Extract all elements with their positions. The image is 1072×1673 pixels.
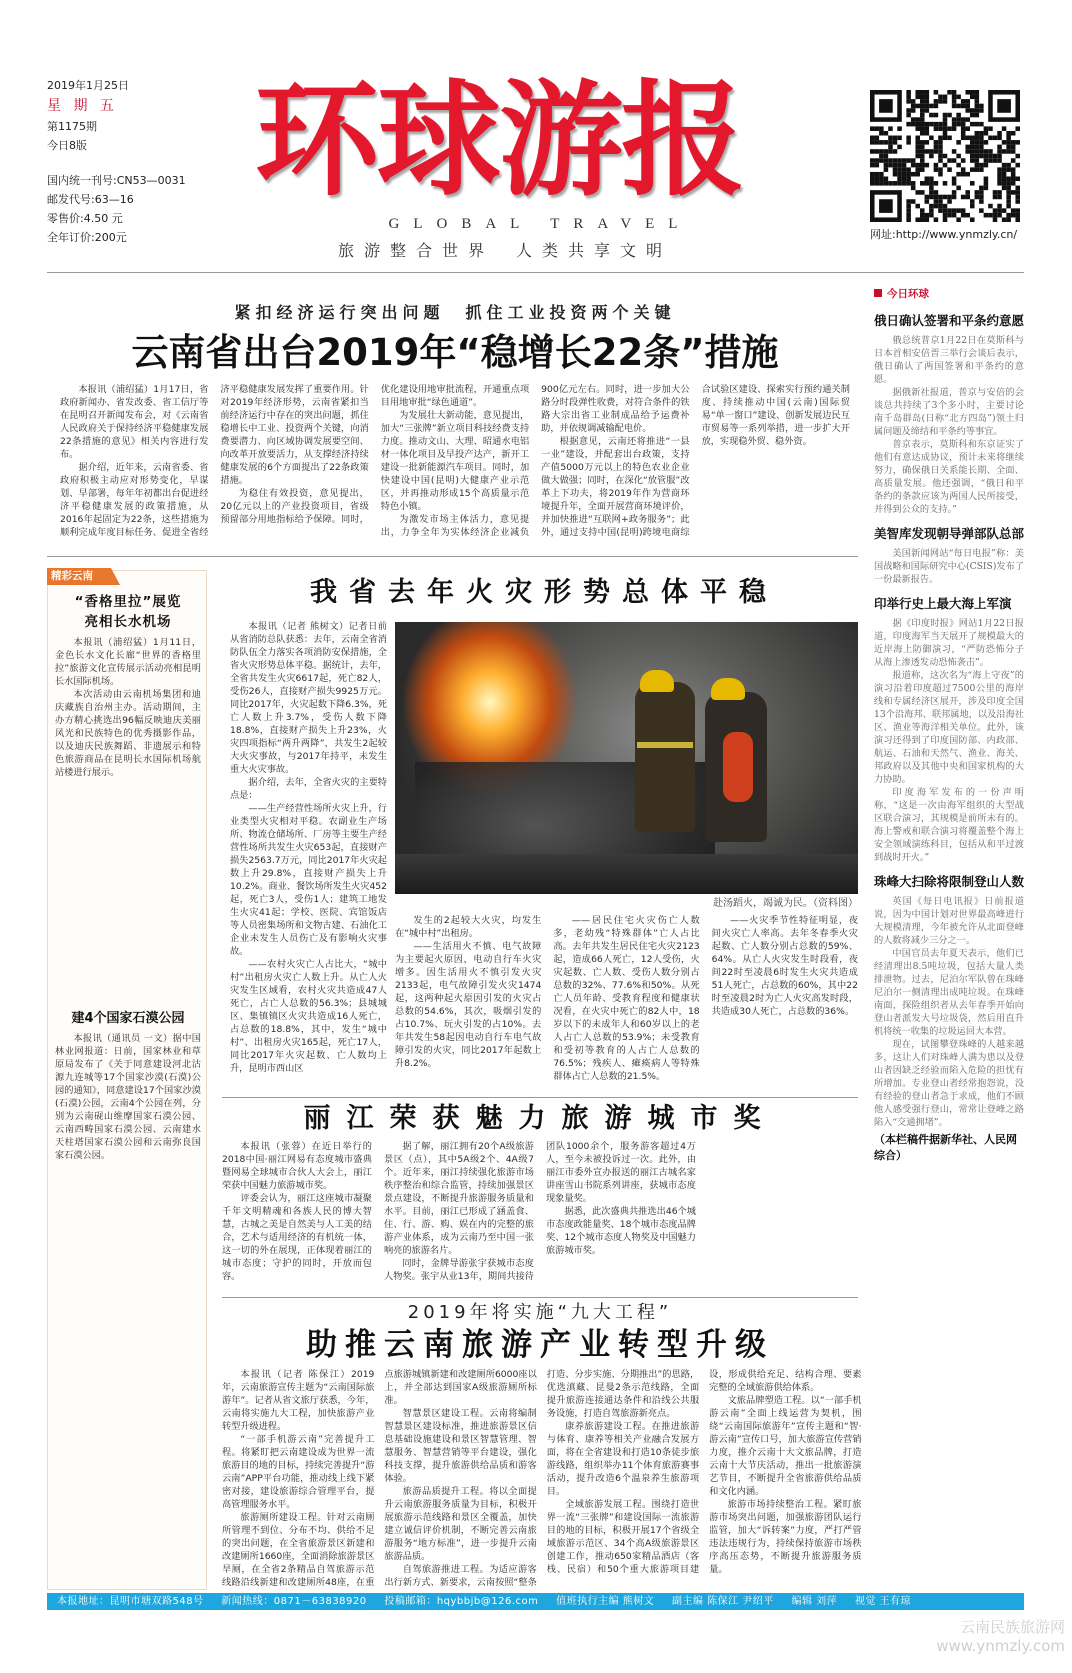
world-news-column [874, 286, 1024, 1346]
divider [47, 272, 1024, 273]
paragraph: 发生的2起较大火灾，均发生在“城中村”出租房。 [395, 915, 542, 939]
fire-body-bottom [395, 914, 858, 1092]
paragraph: 康养旅游建设工程。在推进旅游与体育、康养等相关产业融合发展方面，将在全省建设和打造10条徒步旅游线路，组织举办11个体育旅游赛事活动，提升改造6个温泉养生旅游项目。 [546, 1421, 700, 1497]
world-article-body [874, 334, 1024, 516]
article-title: 建4个国家石漠公园 [71, 1011, 185, 1026]
paragraph: 文旅品牌塑造工程。以“一部手机游云南”全面上线运营为契机，围绕“云南国际旅游年”宣传主题和“智·游云南”宣传口号，加大旅游宣传营销力度，推介云南十大文旅品牌，打造云南十大节庆活动，推出一批旅游演艺节目，不断提升全省旅游供给品质和文化内涵。 [709, 1395, 862, 1497]
issue-date: 2019年1月25日 [47, 79, 129, 92]
slogan [338, 240, 672, 262]
article-title [55, 592, 201, 632]
tourism-subtitle: 2019年将实施“九大工程” [407, 1302, 673, 1323]
section-label: 今日环球 [887, 288, 929, 300]
paragraph: ——居民住宅火灾伤亡人数多，老幼残“特殊群体”亡人占比高。去年共发生居民住宅火灾2123起，造成66人死亡，12人受伤，火灾起数、亡人数、受伤人数分别占总数的32%、77.6%和50%。从死亡人员年龄、受教育程度和健康状况看，在火灾中死亡的82人中，18岁以下的未成年人和60岁以上的老人占亡人总数的53.9%；未受教育和受初等教育的人占亡人总数的76.5%；残疾人、瘫痪病人等特殊群体占亡人总数的21.5%。 [553, 915, 700, 1082]
world-article-body [874, 617, 1024, 864]
footer-email[interactable]: 投稿邮箱：hqybbjb@126.com [384, 1596, 539, 1607]
world-article-title: 印举行史上最大海上军演 [874, 596, 1012, 611]
world-article-body [874, 895, 1024, 1129]
divider [222, 1297, 858, 1298]
footer-hotline: 新闻热线：0871－63838920 [221, 1596, 367, 1607]
paragraph: 美国新闻网站“每日电报”称：美国战略和国际研究中心(CSIS)发布了一份最新报告。 [874, 548, 1024, 585]
paragraph: 据俄新社报道，普京与安倍的会谈总共持续了3个多小时，主要讨论南千岛群岛(日称“北方四岛”)领土归属问题及缔结和平条约等事宜。 [874, 387, 1024, 437]
world-articles [874, 311, 1024, 1129]
newspaper-logo: 环球游报 [255, 72, 744, 210]
tourism-title: 助推云南旅游产业转型升级 [306, 1327, 774, 1363]
slogan-part-1: 旅游整合世界 [338, 241, 495, 260]
world-article-title: 美智库发现朝导弹部队总部 [874, 526, 1024, 541]
paragraph: 本报讯（浦绍猛）1月17日，省政府新闻办、省发改委、省工信厅等在昆明召开新闻发布会，对《云南省人民政府关于保持经济平稳健康发展22条措施的意见》相关内容进行发布。 [60, 384, 209, 460]
tourism-body [222, 1368, 1024, 1590]
paragraph: 英国《每日电讯报》日前报道说，因为中国计划对世界最高峰进行大规模清理，今年被允许从北面登峰的人数将减少三分之一。 [874, 896, 1024, 946]
paragraph: 本次活动由云南机场集团和迪庆藏族自治州主办。活动期间，主办方精心挑选出96幅反映迪庆美丽风光和民族特色的优秀摄影作品，以及迪庆民族舞蹈、非遗展示和特色旅游商品在昆明长水国际机场航站楼进行展示。 [55, 689, 201, 778]
footer-bar [47, 1593, 1024, 1610]
paragraph: 现在，试图攀登珠峰的人越来越多，这让人们对珠峰人满为患以及登山者因缺乏经验而陷入危险的担忧有所增加。专业登山者经常抱怨说，没有经验的登山者急于求成，他们不顾他人感受强行登山，常常让登峰之路陷入“交通拥堵”。 [874, 1039, 1024, 1128]
paragraph: 智慧景区建设工程。云南将编制智慧景区建设标准，推进旅游景区信息基础设施建设和景区智慧管理、智慧服务、智慧营销等平台建设，强化科技支撑，提升旅游供给品质和游客体验。 [384, 1408, 537, 1484]
issn: 国内统一刊号:CN53—0031 [47, 174, 186, 187]
paragraph: 自驾旅游推进工程。为适应游客出行新方式、新要求，云南按照“整条打造、分步实施、分期推出”的思路，优选滇藏、昆曼2条示范线路，全面提升旅游连接通达条件和沿线公共服务设施，打造自驾旅游新亮点。 [384, 1369, 700, 1588]
lead-title: 云南省出台2019年“稳增长22条”措施 [131, 331, 779, 374]
paragraph: ——火灾季节性特征明显，夜间火灾亡人率高。去年冬春季火灾起数、亡人数分别占总数的59%、64%。从亡人火灾发生时段看，夜间22时至凌晨6时发生火灾共造成51人死亡，占总数的60%，其中22时至凌晨2时为亡人火灾高发时段，共造成30人死亡，占总数的36%。 [711, 915, 858, 1017]
paragraph: 印度海军发布的一份声明称，“这是一次由海军组织的大型战区联合演习，其规模是前所未有的。海上警戒和联合演习将覆盖整个海上安全领域演练科目，包括从和平过渡到战时开火。” [874, 787, 1024, 863]
postal-code: 邮发代号:63—16 [47, 193, 134, 206]
paragraph: 报道称，这次名为“海上守夜”的演习沿着印度超过7500公里的海岸线和专属经济区展开，涉及印度全国13个沿海邦、联邦属地，以及沿海社区、渔业等海洋相关单位。此外，该演习还得到了印度国防部、内政部、航运、石油和天然气、渔业、海关、邦政府以及其他中央和国家机构的大力协助。 [874, 670, 1024, 785]
weekday: 星 期 五 [47, 98, 118, 114]
paragraph: 据了解，丽江拥有20个A级旅游景区（点），其中5A级2个、4A级7个。近年来，丽江持续强化旅游市场秩序整治和综合监管，持续加强景区景点建设，不断提升旅游服务质量和水平。目前，丽江已形成了涵盖食、住、行、游、购、娱在内的完整的旅游产业体系，成为云南乃至中国一张响亮的旅游名片。 [384, 1141, 534, 1256]
paragraph: ——农村火灾亡人占比大，“城中村”出租房火灾亡人数上升。从亡人火灾发生区域看，农村火灾共造成47人死亡，占亡人总数的56.3%；县城城区、集镇镇区火灾共造成16人死亡，占总数的18.8%，其中，发生“城中村”、出租房火灾165起，死亡17人，同比2017年火灾起数、亡人数均上升，昆明市西山区 [230, 959, 387, 1074]
lijiang-body [222, 1140, 858, 1292]
title-line: 亮相长水机场 [84, 614, 172, 630]
slogan-part-2: 人类共享文明 [516, 241, 673, 260]
paragraph: ——生产经营性场所火灾上升，行业类型火灾相对平稳。农副业生产场所、物流仓储场所、厂房等主要生产经营性场所共发生火灾653起，直接财产损失2563.7万元，同比2017年火灾起数上升29.8%，直接财产损失上升10.2%。商业、餐饮场所发生火灾452起，死亡3人，受伤1人；建筑工地发生火灾41起；学校、医院、宾馆饭店等人员密集场所和文物古建、石油化工企业未发生人员伤亡及有影响火灾事故。 [230, 803, 387, 957]
page-count: 今日8版 [47, 139, 87, 152]
paragraph: 全域旅游发展工程。围绕打造世界一流“三张牌”和建设国际一流旅游目的地的目标，积极开展17个省级全域旅游示范区、34个高A级旅游景区创建工作，推动650家精品酒店（客栈、民宿）和50个重大旅游项目建设，形成供给充足、结构合理、要素完整的全域旅游供给体系。 [546, 1369, 862, 1575]
world-article-title: 珠峰大扫除将限制登山人数 [874, 874, 1024, 889]
title-line: “香格里拉”展览 [74, 594, 182, 610]
lead-subtitle: 紧扣经济运行突出问题 抓住工业投资两个关键 [234, 303, 676, 322]
paragraph: 据《印度时报》网站1月22日报道，印度海军当天展开了规模最大的近岸海上防御演习，“严防恐怖分子从海上渗透发动恐怖袭击”。 [874, 618, 1024, 668]
photo-caption: 赴汤蹈火，竭诚为民。（资料图） [713, 898, 858, 909]
paragraph: 据悉，此次盛典共推选出46个城市态度政能量奖、18个城市态度品牌奖、12个城市态度人物奖及中国魅力旅游城市奖。 [546, 1206, 696, 1256]
issue-number: 第1175期 [47, 120, 97, 133]
source-note: （本栏稿件据新华社、人民网综合） [874, 1133, 1017, 1162]
watermark [930, 1618, 1065, 1656]
section-header [874, 286, 1024, 301]
paragraph: 根据意见，云南还将推进“一县一业”建设，并配套出台政策，支持产值5000万元以上的特色农业企业做大做强；同时，在深化“放管服”改革上下功夫，将2019年作为营商环境提升年，全面开展营商环境评价，并加快推进“互联网+政务服务”；此外，通过支持中国(昆明)跨境电商综合试验区建设、探索实行预约通关制度、持续推动中国(云南)国际贸易“单一窗口”建设、创新发展边民互市贸易等一系列举措，进一步扩大开放，实现稳外贸、稳外资。 [541, 384, 850, 538]
paragraph: 旅游厕所建设工程。针对云南厕所管理不到位、分布不均、供给不足的突出问题，在全省旅游景区新建和改建厕所1660座，全面消除旅游景区旱厕，在全省2条精品自驾旅游示范线路沿线新建和改建厕所48座，在重点旅游城镇新建和改建厕所6000座以上，并全部达到国家A级旅游厕所标准。 [222, 1369, 537, 1588]
divider [222, 1097, 858, 1098]
paragraph: 旅游市场持续整治工程。紧盯旅游市场突出问题，加强旅游团队运行监管，加大“诉转案”力度，严打严管违法违规行为，持续保持旅游市场秩序高压态势，不断提升旅游服务质量。 [709, 1499, 862, 1575]
paragraph: 为稳住有效投资，意见提出，20亿元以上的产业投资项目，省级预留部分用地指标给予保障。同时，优化建设用地审批流程，开通重点项目用地审批“绿色通道”。 [220, 384, 530, 525]
paragraph: 俄总统普京1月22日在莫斯科与日本首相安倍晋三举行会谈后表示，俄日确认了两国签署和平条约的意愿。 [874, 335, 1024, 385]
lijiang-title: 丽江荣获魅力旅游城市奖 [303, 1103, 777, 1134]
square-bullet-icon [874, 289, 882, 297]
article-body [55, 636, 201, 996]
paragraph: 本报讯（记者 熊树文）记者日前从省消防总队获悉：去年，云南全省消防队伍全力落实各项消防安保措施，全省火灾形势总体平稳。据统计，去年，全省共发生火灾6617起，死亡82人，受伤26人，直接财产损失9925万元。同比2017年，火灾起数下降6.3%，死亡人数上升3.7%，受伤人数下降18.8%，直接财产损失上升23%，火灾四项指标“两升两降”，共发生2起较大火灾事故，与2017年持平，未发生重大火灾事故。 [230, 621, 387, 775]
divider [47, 556, 858, 557]
website-url[interactable]: 网址:http://www.ynmzly.cn/ [870, 228, 1018, 241]
qr-code-icon[interactable] [870, 90, 1020, 222]
paragraph: 据介绍，去年，全省火灾的主要特点是： [230, 777, 387, 801]
watermark-line: 云南民族旅游网 [959, 1618, 1065, 1636]
paragraph: 本报讯（记者 陈保江）2019年，云南旅游宣传主题为“云南国际旅游年”。记者从省文旅厅获悉，今年，云南将实施九大工程，加快旅游产业转型升级进程。 [222, 1369, 375, 1432]
paragraph: 本报讯（通讯员 一文）据中国林业网报道：日前，国家林业和草原局发布了《关于同意建设河北沽源九连城等17个国家沙漠(石漠)公园的通知》，同意建设17个国家沙漠(石漠)公园，云南4个公园在列，分别为云南砚山维摩国家石漠公园、云南西畴国家石漠公园、云南建水天柱塔国家石漠公园和云南弥良国家石漠公园。 [55, 1033, 201, 1161]
english-name: GLOBAL TRAVEL [388, 216, 692, 232]
paragraph: 据介绍，近年来，云南省委、省政府积极主动应对形势变化，早谋划、早部署，每年年初都出台促进经济平稳健康发展的政策措施，从2016年起固定为22条，这些措施为顺利完成年度目标任务、促进全省经济平稳健康发展发挥了重要作用。针对2019年经济形势，云南省紧扣当前经济运行中存在的突出问题，抓住稳增长中工业、投资两个关键，向消费要潜力、向区域协调发展要空间、向改革开放要活力，从支撑经济持续健康发展的6个方面提出了22条政策措施。 [60, 384, 369, 538]
lead-body [60, 383, 850, 549]
footer-editor-in-charge: 值班执行主编 熊树文 [556, 1596, 655, 1607]
paragraph: 为发展壮大新动能，意见提出，加大“三张牌”新立项目科技经费支持力度。推动文山、大理、昭通水电铝材一体化项目及早投产达产，新开工建设一批新能源汽车项目。同时，加快建设中国(昆明)大健康产业示范区，并再推动形成15个高质量示范特色小镇。 [380, 410, 530, 512]
paragraph: 普京表示，莫斯科和东京证实了他们有意达成协议，预计未来将继续努力，确保俄日关系能长期、全面、高质量发展。他还强调，“俄日和平条约的条款应该为两国人民所接受，并得到公众的支持。” [874, 439, 1024, 515]
paragraph: 旅游品质提升工程。将以全面提升云南旅游服务质量为目标，积极开展旅游示范线路和景区全覆盖，加快建立诚信评价机制，不断完善云南旅游服务“地方标准”，进一步提升云南旅游品质。 [384, 1486, 537, 1562]
firefighter-figure [635, 682, 695, 832]
paragraph: 本报讯（浦绍猛）1月11日，金色长水文化长廊“世界的香格里拉”旅游文化宣传展示活动亮相昆明长水国际机场。 [55, 637, 201, 687]
world-article-body [874, 547, 1024, 586]
paragraph: 评委会认为，丽江这座城市凝聚千年文明精魂和各族人民的博大智慧，古城之美是自然美与人工美的结合，艺术与适用经济的有机统一体，这一切的外在展现，正体现着丽江的城市态度；守护的同时，开放而包容。 [222, 1193, 372, 1282]
footer-visual: 视觉 王有琼 [854, 1596, 912, 1607]
paragraph: 为激发市场主体活力，意见提出，力争全年为实体经济企业减负900亿元左右。同时，进一步加大公路分时段弹性收费，对符合条件的铁路大宗出省工业制成品给予运费补助，并依规调减输配电价。 [380, 384, 690, 538]
paragraph: 中国官员去年夏天表示，他们已经清理出8.5吨垃圾，包括大量人类排泄物。过去，尼泊尔军队曾在珠峰尼泊尔一侧清理出成吨垃圾。在珠峰南面，探险组织者从去年春季开始向登山者派发大号垃圾袋，然后用直升机将统一收集的垃圾运回大本营。 [874, 948, 1024, 1037]
watermark-line: www.ynmzly.com [936, 1637, 1065, 1655]
footer-deputy-editors: 副主编 陈保江 尹绍平 [671, 1596, 774, 1607]
paragraph: 本报讯（张蓉）在近日举行的2018中国·丽江网易有态度城市盛典暨网易全球城市合伙人大会上，丽江荣获中国魅力旅游城市奖。 [222, 1141, 372, 1191]
left-column [55, 592, 201, 1587]
retail-price: 零售价:4.50 元 [47, 212, 123, 225]
fire-title: 我省去年火灾形势总体平稳 [310, 577, 778, 608]
section-tag: 精彩云南 [47, 568, 111, 585]
firefighter-photo [395, 622, 858, 894]
article-body [55, 1032, 201, 1162]
paragraph: “一部手机游云南”完善提升工程。将紧盯把云南建设成为世界一流旅游目的地的目标，持续完善提升“游云南”APP平台功能，推动线上线下紧密对接，建设旅游综合管理平台，提高管理服务水平。 [222, 1434, 375, 1510]
world-article-title: 俄日确认签署和平条约意愿 [874, 313, 1024, 328]
paragraph: 同时，金牌导游张宇获城市态度人物奖。张宇从业13年，期间共接待团队1000余个，服务游客超过4万人，至今未被投诉过一次。此外，由丽江市委外宣办报送的丽江古城名家讲座雪山书院系列讲座，获城市态度现象量奖。 [384, 1141, 696, 1282]
footer-address: 本报地址：昆明市塘双路548号 [57, 1596, 204, 1607]
annual-price: 全年订价:200元 [47, 231, 127, 244]
paragraph: ——生活用火不慎、电气故障为主要起火原因，电动自行车火灾增多。因生活用火不慎引发火灾2133起，电气故障引发火灾1474起，这两种起火原因引发的火灾占总数的54.6%，其次，吸烟引发的占10.7%、玩火引发的占10%。去年共发生58起因电动自行车电气故障引发的火灾，同比2017年起数上升8.2%。 [395, 941, 542, 1069]
fire-body-left [230, 620, 387, 1092]
footer-editor: 编辑 刘萍 [791, 1596, 838, 1607]
masthead-info [47, 76, 186, 247]
